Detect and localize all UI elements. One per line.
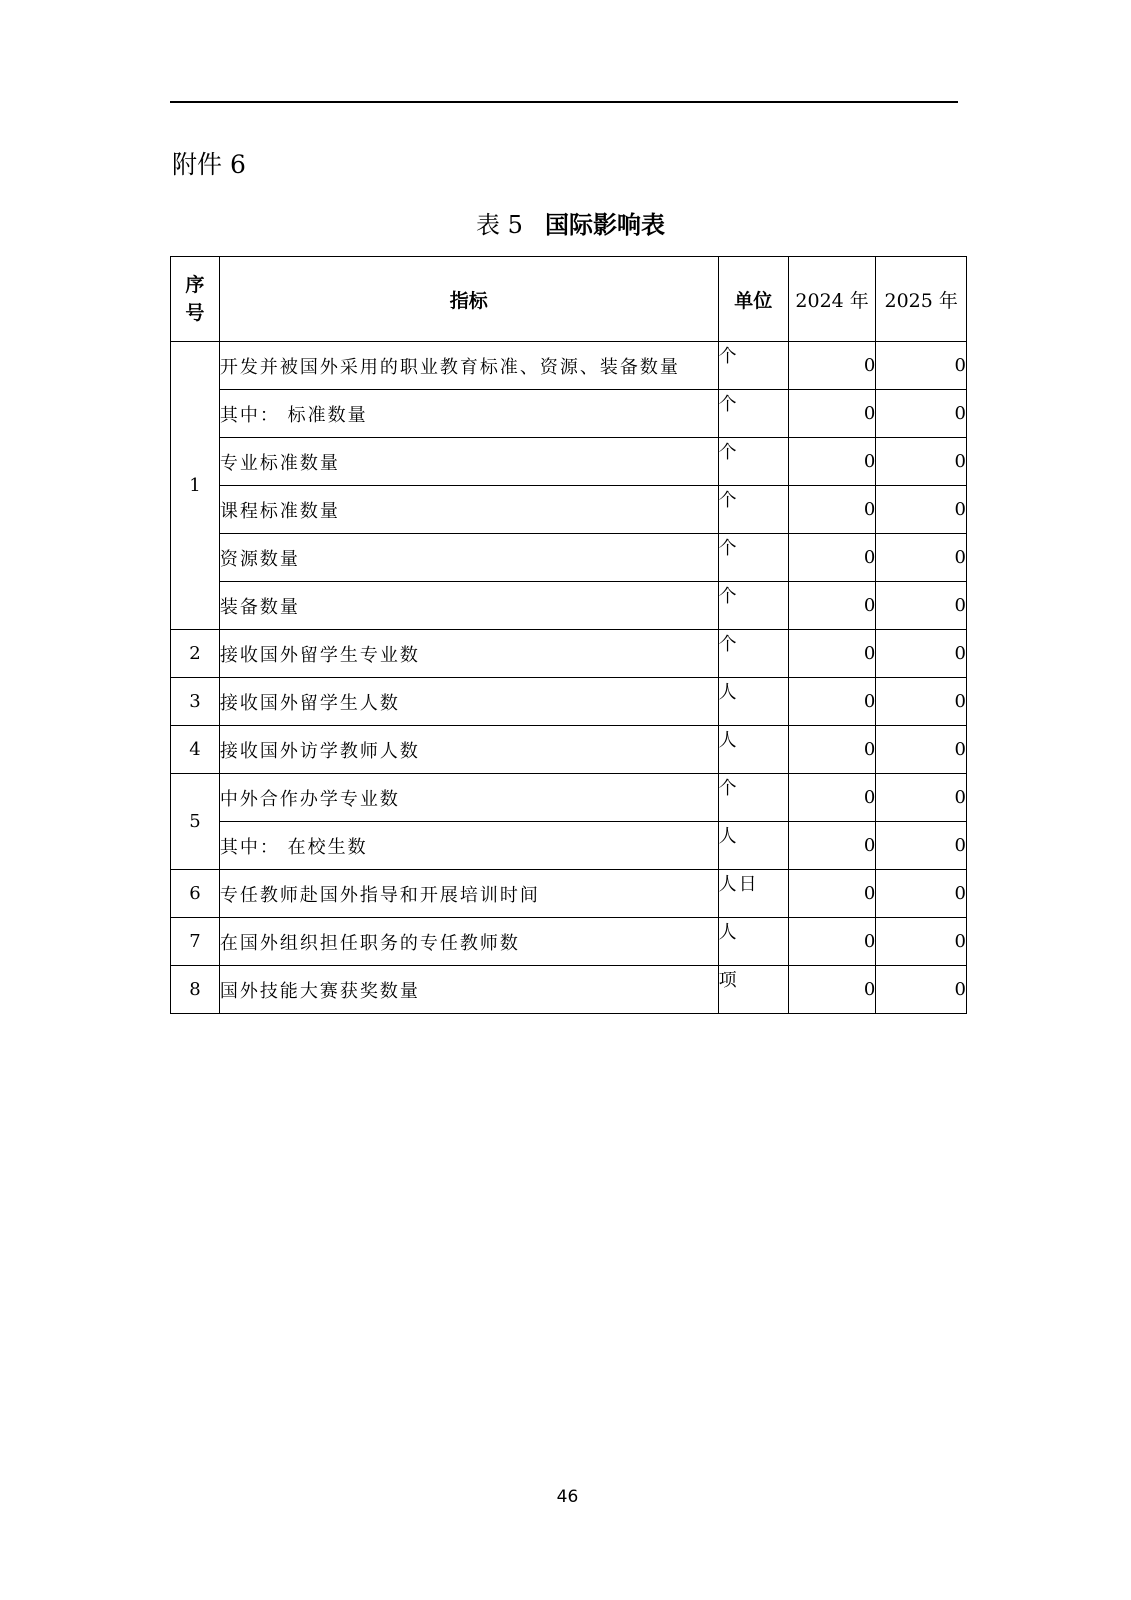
row-value-2025: 0 xyxy=(876,918,967,966)
row-indicator: 资源数量 xyxy=(219,534,718,582)
row-value-2025: 0 xyxy=(876,678,967,726)
header-year-2025: 2025 年 xyxy=(876,257,967,342)
table-name: 国际影响表 xyxy=(544,211,665,239)
row-unit: 人日 xyxy=(718,870,788,918)
table-row xyxy=(171,822,967,870)
row-value-2025: 0 xyxy=(876,630,967,678)
row-value-2025: 0 xyxy=(876,390,967,438)
row-unit: 人 xyxy=(718,726,788,774)
table-row xyxy=(171,966,967,1014)
row-value-2025: 0 xyxy=(876,342,967,390)
table-row xyxy=(171,774,967,822)
row-indicator: 国外技能大赛获奖数量 xyxy=(219,966,718,1014)
header-year-2024: 2024 年 xyxy=(788,257,876,342)
row-value-2024: 0 xyxy=(788,534,876,582)
row-value-2025: 0 xyxy=(876,822,967,870)
row-indicator: 专业标准数量 xyxy=(219,438,718,486)
row-unit: 个 xyxy=(718,486,788,534)
row-value-2024: 0 xyxy=(788,918,876,966)
table-number: 表 5 xyxy=(476,211,523,239)
table-row xyxy=(171,870,967,918)
table-row xyxy=(171,630,967,678)
row-value-2024: 0 xyxy=(788,390,876,438)
header-rule xyxy=(170,101,958,103)
row-unit: 个 xyxy=(718,534,788,582)
row-indicator: 其中： 在校生数 xyxy=(219,822,718,870)
row-value-2024: 0 xyxy=(788,486,876,534)
header-indicator: 指标 xyxy=(219,257,718,342)
row-value-2024: 0 xyxy=(788,582,876,630)
row-indicator: 在国外组织担任职务的专任教师数 xyxy=(219,918,718,966)
table-row xyxy=(171,678,967,726)
row-seq: 2 xyxy=(171,630,220,678)
attachment-label: 附件 6 xyxy=(172,150,246,179)
row-unit: 个 xyxy=(718,582,788,630)
international-influence-table xyxy=(170,256,967,1014)
row-value-2024: 0 xyxy=(788,726,876,774)
table-row xyxy=(171,438,967,486)
row-seq: 6 xyxy=(171,870,220,918)
row-indicator: 接收国外留学生人数 xyxy=(219,678,718,726)
row-indicator: 接收国外留学生专业数 xyxy=(219,630,718,678)
row-value-2025: 0 xyxy=(876,966,967,1014)
row-unit: 个 xyxy=(718,438,788,486)
row-seq: 1 xyxy=(171,342,220,630)
row-value-2024: 0 xyxy=(788,630,876,678)
row-unit: 项 xyxy=(718,966,788,1014)
row-seq: 3 xyxy=(171,678,220,726)
row-indicator: 其中： 标准数量 xyxy=(219,390,718,438)
row-unit: 人 xyxy=(718,918,788,966)
row-value-2024: 0 xyxy=(788,678,876,726)
row-seq: 4 xyxy=(171,726,220,774)
row-seq: 5 xyxy=(171,774,220,870)
table-row xyxy=(171,486,967,534)
row-value-2024: 0 xyxy=(788,966,876,1014)
row-value-2024: 0 xyxy=(788,822,876,870)
table-row xyxy=(171,918,967,966)
row-value-2025: 0 xyxy=(876,726,967,774)
row-unit: 个 xyxy=(718,774,788,822)
row-value-2024: 0 xyxy=(788,774,876,822)
table-title xyxy=(0,210,1131,240)
row-value-2024: 0 xyxy=(788,342,876,390)
table-row xyxy=(171,342,967,390)
row-value-2024: 0 xyxy=(788,870,876,918)
row-unit: 个 xyxy=(718,342,788,390)
row-value-2025: 0 xyxy=(876,774,967,822)
row-unit: 人 xyxy=(718,678,788,726)
row-indicator: 中外合作办学专业数 xyxy=(219,774,718,822)
table-row xyxy=(171,582,967,630)
row-value-2025: 0 xyxy=(876,534,967,582)
row-indicator: 专任教师赴国外指导和开展培训时间 xyxy=(219,870,718,918)
row-unit: 个 xyxy=(718,390,788,438)
row-unit: 个 xyxy=(718,630,788,678)
row-unit: 人 xyxy=(718,822,788,870)
page-number: 46 xyxy=(556,1487,579,1507)
row-value-2024: 0 xyxy=(788,438,876,486)
header-row xyxy=(171,257,967,342)
row-seq: 7 xyxy=(171,918,220,966)
row-indicator: 接收国外访学教师人数 xyxy=(219,726,718,774)
row-seq: 8 xyxy=(171,966,220,1014)
header-unit: 单位 xyxy=(718,257,788,342)
table-row xyxy=(171,390,967,438)
table-row xyxy=(171,726,967,774)
row-indicator: 课程标准数量 xyxy=(219,486,718,534)
row-value-2025: 0 xyxy=(876,870,967,918)
table-row xyxy=(171,534,967,582)
row-indicator: 开发并被国外采用的职业教育标准、资源、装备数量 xyxy=(219,342,718,390)
row-value-2025: 0 xyxy=(876,582,967,630)
row-indicator: 装备数量 xyxy=(219,582,718,630)
row-value-2025: 0 xyxy=(876,438,967,486)
row-value-2025: 0 xyxy=(876,486,967,534)
header-seq: 序 号 xyxy=(171,257,220,342)
